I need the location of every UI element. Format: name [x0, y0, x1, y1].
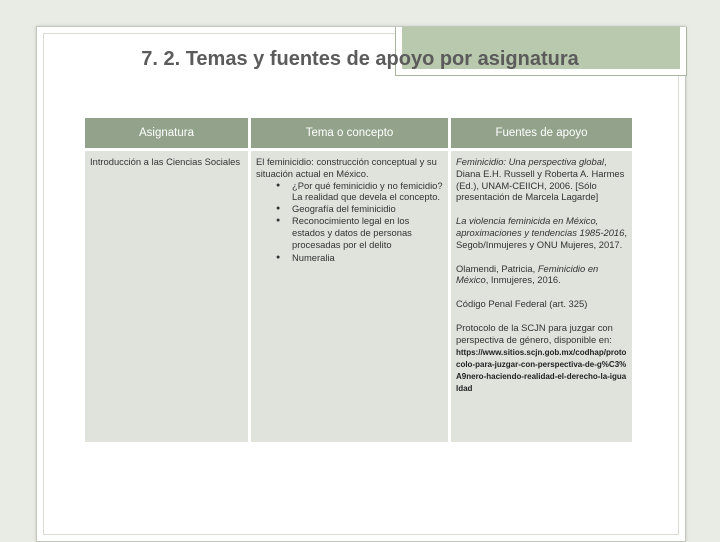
source-5: Protocolo de la SCJN para juzgar con perspectiva de género, disponible en: https://www.sitios.scjn.gob.mx/codhap/protocolo-para-juzgar-con-perspectiva-de-g%C3%A9nero-haciendo-realidad-el-derecho-la-igualdad — [456, 321, 627, 393]
list-item: ● ¿Por qué feminicidio y no femicidio? La realidad que devela el concepto. — [276, 179, 443, 203]
subject-text: Introducción a las Ciencias Sociales — [90, 156, 241, 167]
topics-table — [82, 118, 635, 442]
source-2: La violencia feminicida en México, aproximaciones y tendencias 1985-2016, Segob/Inmujeres y ONU Mujeres, 2017. — [456, 215, 627, 250]
bullet-icon: ● — [276, 181, 281, 189]
list-item: ● Reconocimiento legal en los estados y datos de personas procesadas por el delito — [276, 214, 412, 250]
header-asignatura: Asignatura — [85, 118, 248, 148]
header-tema: Tema o concepto — [251, 118, 448, 148]
concept-cell — [251, 151, 448, 442]
bullet-icon: ● — [276, 254, 281, 262]
source-5-url[interactable]: https://www.sitios.scjn.gob.mx/codhap/protocolo-para-juzgar-con-perspectiva-de-g%C3%A9nero-haciendo-realidad-el-derecho-la-igualdad — [456, 347, 627, 393]
list-item: ● Geografía del feminicidio — [276, 203, 396, 215]
source-4: Código Penal Federal (art. 325) — [456, 298, 588, 310]
subject-cell — [85, 151, 248, 442]
table-row — [85, 151, 632, 442]
concept-intro: El feminicidio: construcción conceptual y su situación actual en México. — [256, 156, 437, 179]
bullet-icon: ● — [276, 216, 281, 224]
slide-title: 7. 2. Temas y fuentes de apoyo por asignatura — [141, 48, 579, 70]
source-1: Feminicidio: Una perspectiva global, Diana E.H. Russell y Roberta A. Harmes (Ed.), UNAM-CEIICH, 2006. [Sólo presentación de Marcela Lagarde] — [456, 156, 625, 203]
list-item: ● Numeralia — [276, 252, 335, 264]
source-3: Olamendi, Patricia, Feminicidio en México, Inmujeres, 2016. — [456, 262, 599, 286]
concept-list — [256, 180, 444, 265]
bullet-icon: ● — [276, 205, 281, 213]
table-header-row — [85, 118, 632, 148]
sources-cell — [451, 151, 632, 442]
header-fuentes: Fuentes de apoyo — [451, 118, 632, 148]
